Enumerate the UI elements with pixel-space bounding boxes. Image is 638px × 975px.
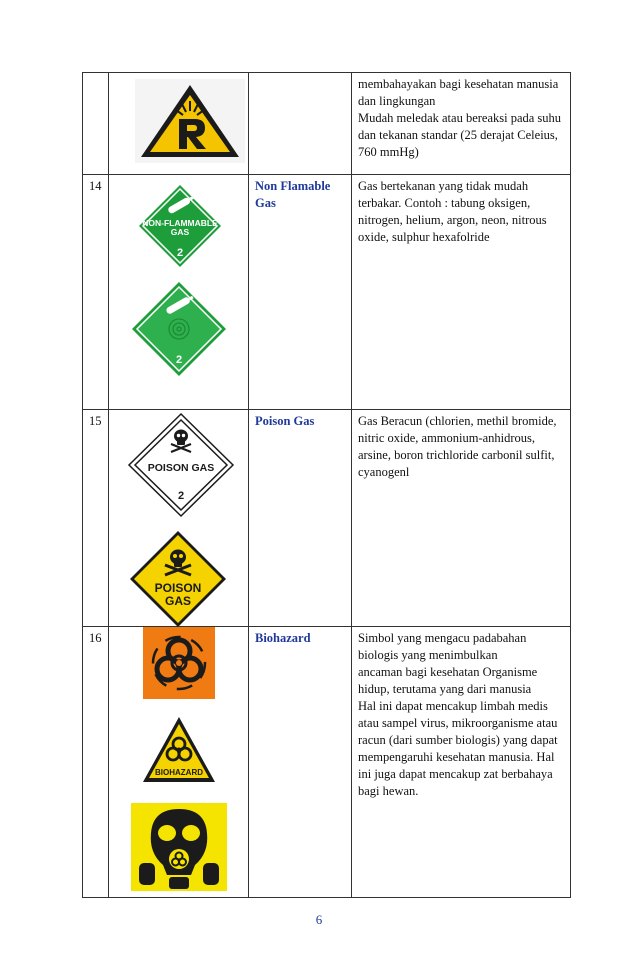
table-row (83, 175, 571, 410)
svg-text:2: 2 (175, 354, 183, 366)
svg-text:POISON GAS: POISON GAS (147, 462, 215, 474)
svg-text:BIOHAZARD: BIOHAZARD (155, 768, 203, 777)
row-number (83, 73, 109, 175)
symbol-cell (109, 410, 249, 627)
table-row (83, 410, 571, 627)
table-row (83, 627, 571, 898)
biohazard-triangle-icon (141, 715, 217, 785)
svg-text:2: 2 (176, 247, 184, 259)
symbol-name: Biohazard (249, 627, 352, 898)
symbol-cell (109, 175, 249, 410)
svg-text:POISON: POISON (154, 581, 202, 595)
symbol-description: Simbol yang mengacu padabahan biologis yang menimbulkan ancaman bagi kesehatan Organisme hidup, terutama yang dari manusia Hal ini dapat mencakup limbah medis atau sampel virus, mikroorganisme atau racun (dari sumber biologis) yang dapat mempengaruhi kesehatan manusia. Hal ini juga dapat mencakup zat berbahaya bagi hewan. (352, 627, 571, 898)
row-number: 15 (83, 410, 109, 627)
row-number: 16 (83, 627, 109, 898)
reactive-warning-sign-icon (135, 79, 245, 163)
symbol-cell (109, 73, 249, 175)
table-row (83, 73, 571, 175)
row-number: 14 (83, 175, 109, 410)
biohazard-square-icon (143, 627, 215, 699)
symbol-cell (109, 627, 249, 898)
poison-gas-diamond-icon (127, 412, 235, 518)
yellow-poison-gas-diamond-icon (129, 530, 227, 628)
svg-text:NON-FLAMMABLE: NON-FLAMMABLE (142, 218, 218, 228)
non-flammable-gas-diamond-icon (135, 181, 225, 271)
symbol-name: Non Flamable Gas (249, 175, 352, 410)
symbol-description: membahayakan bagi kesehatan manusia dan lingkungan Mudah meledak atau bereaksi pada suhu dan tekanan standar (25 derajat Celeius, 760 mmHg) (352, 73, 571, 175)
green-gas-diamond-icon (131, 281, 227, 377)
svg-text:GAS: GAS (170, 227, 190, 237)
symbol-description: Gas Beracun (chlorien, methil bromide, nitric oxide, ammonium-anhidrous, arsine, boron trichloride carbonil sulfit, cyanogenl (352, 410, 571, 627)
gas-mask-sign-icon (131, 803, 227, 891)
symbol-description: Gas bertekanan yang tidak mudah terbakar. Contoh : tabung oksigen, nitrogen, helium, argon, neon, nitrous oxide, sulphur hexafolride (352, 175, 571, 410)
symbol-name: Poison Gas (249, 410, 352, 627)
symbol-name (249, 73, 352, 175)
page-number: 6 (315, 912, 323, 927)
svg-text:GAS: GAS (164, 594, 192, 608)
svg-text:2: 2 (177, 490, 185, 502)
hazard-symbol-table (82, 72, 571, 898)
